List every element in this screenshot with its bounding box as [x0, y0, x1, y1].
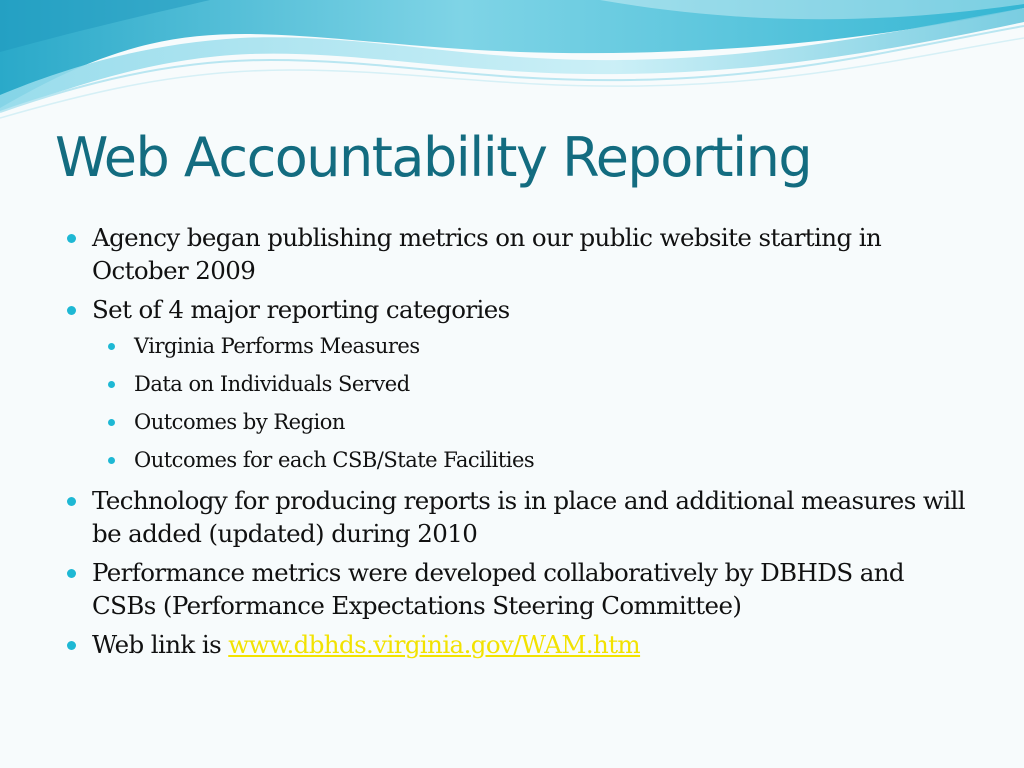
sub-bullet-text: Outcomes for each CSB/State Facilities	[134, 448, 535, 472]
bullet-list	[66, 221, 966, 667]
bullet-item	[66, 484, 966, 550]
sub-bullet-item	[66, 408, 966, 436]
bullet-item	[66, 293, 966, 326]
bullet-text: Performance metrics were developed collaboratively by DBHDS and CSBs (Performance Expectations Steering Committee)	[92, 558, 904, 620]
bullet-dot-icon	[67, 306, 76, 315]
bullet-dot-icon	[108, 457, 115, 464]
bullet-text: Technology for producing reports is in place and additional measures will be added (updated) during 2010	[92, 486, 965, 548]
bullet-item	[66, 556, 966, 622]
bullet-item	[66, 221, 966, 287]
sub-bullet-text: Virginia Performs Measures	[134, 334, 420, 358]
bullet-dot-icon	[108, 419, 115, 426]
sub-bullet-text: Data on Individuals Served	[134, 372, 410, 396]
sub-bullet-item	[66, 446, 966, 474]
bullet-dot-icon	[67, 234, 76, 243]
sub-bullet-text: Outcomes by Region	[134, 410, 345, 434]
bullet-text: Set of 4 major reporting categories	[92, 295, 510, 324]
slide-title: Web Accountability Reporting	[55, 126, 812, 189]
sub-bullet-item	[66, 370, 966, 398]
bullet-dot-icon	[67, 641, 76, 650]
bullet-text: Web link is	[92, 630, 229, 659]
web-link[interactable]: www.dbhds.virginia.gov/WAM.htm	[228, 630, 641, 659]
bullet-text: Agency began publishing metrics on our public website starting in October 2009	[92, 223, 882, 285]
bullet-dot-icon	[67, 569, 76, 578]
bullet-dot-icon	[67, 497, 76, 506]
bullet-item	[66, 628, 966, 661]
header-wave-decoration	[0, 0, 1024, 130]
sub-bullet-item	[66, 332, 966, 360]
bullet-dot-icon	[108, 343, 115, 350]
bullet-dot-icon	[108, 381, 115, 388]
